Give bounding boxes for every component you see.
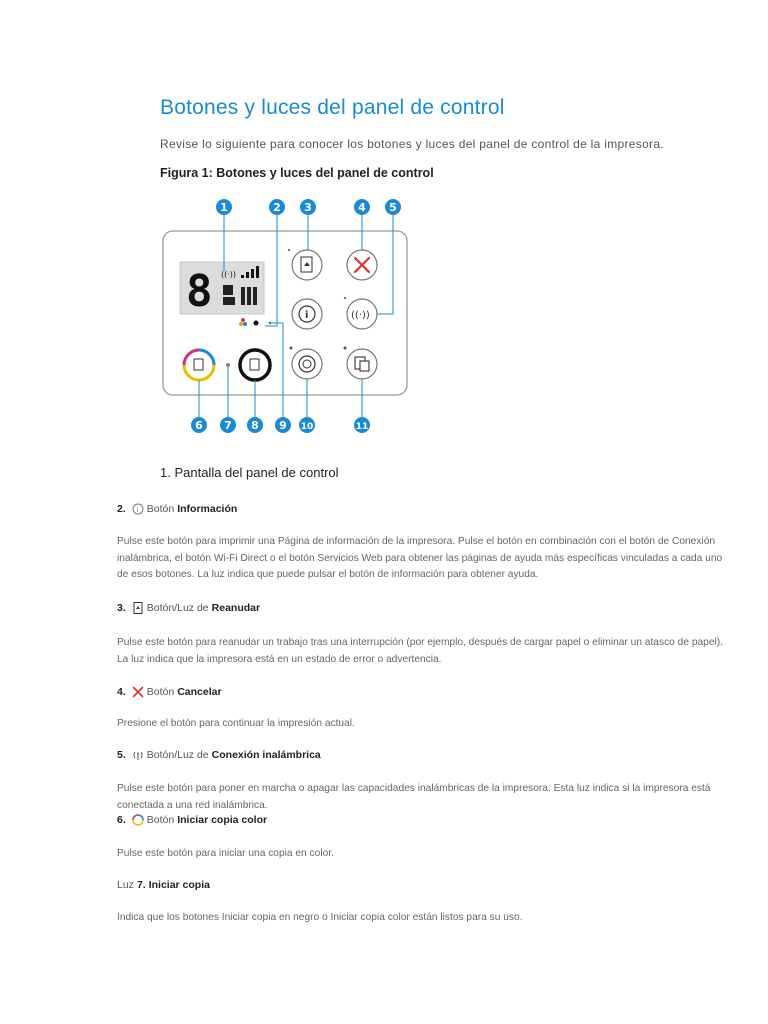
- wifi-direct-button[interactable]: [347, 349, 377, 379]
- svg-text:11: 11: [355, 422, 369, 432]
- resume-button[interactable]: [292, 250, 322, 280]
- intro-text: Revise lo siguiente para conocer los botones y luces del panel de control de la impresora.: [160, 137, 664, 151]
- item-7-text: Indica que los botones Iniciar copia en negro o Iniciar copia color están listos para su uso.: [117, 912, 523, 923]
- svg-text:((·)): ((·)): [351, 310, 370, 321]
- item-1-heading: 1. Pantalla del panel de control: [160, 465, 339, 480]
- item-2-heading: 2. i Botón Información: [117, 503, 238, 515]
- svg-text:1: 1: [220, 201, 228, 214]
- info-icon: [132, 503, 144, 515]
- callout-badge: [354, 417, 370, 433]
- svg-text:9: 9: [279, 419, 287, 432]
- ink-black-indicator: [254, 321, 259, 326]
- cancel-button[interactable]: [347, 250, 377, 280]
- svg-text:10: 10: [300, 422, 314, 432]
- callout-badge: [247, 417, 263, 433]
- svg-text:3: 3: [304, 201, 312, 214]
- item-5-text: Pulse este botón para poner en marcha o apagar las capacidades inalámbricas de la impresora. Esta luz indica si la impresora está conectada a una red inalámbrica.: [117, 783, 711, 811]
- svg-text:i: i: [136, 506, 139, 514]
- info-button[interactable]: [292, 299, 322, 329]
- svg-text:6: 6: [195, 419, 203, 432]
- wireless-button[interactable]: [347, 299, 377, 329]
- color-copy-button[interactable]: [184, 350, 214, 380]
- web-services-button[interactable]: [292, 349, 322, 379]
- item-4-heading: 4. Botón Cancelar: [117, 686, 222, 698]
- svg-text:4: 4: [358, 201, 366, 214]
- svg-text:i: i: [305, 310, 309, 321]
- item-6-text: Pulse este botón para iniciar una copia en color.: [117, 848, 334, 859]
- callout-badge: [191, 417, 207, 433]
- callout-badge: [299, 417, 315, 433]
- item-3-text: Pulse este botón para reanudar un trabajo tras una interrupción (por ejemplo, después de cargar papel o eliminar un atasco de papel). La luz indica que la impresora está en un estado de error o advertencia.: [117, 637, 723, 665]
- item-3-heading: 3. Botón/Luz de Reanudar: [117, 602, 261, 614]
- wireless-icon: [132, 749, 144, 761]
- item-2-text: Pulse este botón para imprimir una Página de información de la impresora. Pulse el botón en combinación con el botón de Conexión inalámbrica, el botón Wi-Fi Direct o el botón Servicios Web para obtener las páginas de ayuda más específicas vinculadas a cada uno de esos botones. La luz indica que puede pulsar el botón de información para obtener ayuda.: [117, 536, 723, 580]
- lcd-display: [180, 262, 264, 317]
- black-copy-button[interactable]: [240, 350, 270, 380]
- item-4-text: Presione el botón para continuar la impresión actual.: [117, 718, 355, 729]
- callout-badge: [354, 199, 370, 215]
- copy-ready-light: [226, 363, 230, 367]
- callout-badge: [216, 199, 232, 215]
- svg-text:2: 2: [273, 201, 281, 214]
- ink-color-indicator: [239, 322, 243, 326]
- item-7-heading: Luz 7. Iniciar copia: [117, 879, 210, 891]
- callout-badge: [269, 199, 285, 215]
- color-copy-icon: [132, 814, 144, 826]
- callout-badge: [300, 199, 316, 215]
- callout-badge: [220, 417, 236, 433]
- figure-caption: Figura 1: Botones y luces del panel de control: [160, 166, 434, 180]
- callout-badge: [275, 417, 291, 433]
- svg-text:((·)): ((·)): [221, 270, 237, 279]
- control-panel-figure: [155, 193, 415, 438]
- svg-text:5: 5: [389, 201, 397, 214]
- svg-text:8: 8: [251, 419, 259, 432]
- callout-badge: [385, 199, 401, 215]
- item-5-heading: 5. Botón/Luz de Conexión inalámbrica: [117, 749, 321, 761]
- resume-icon: [132, 602, 144, 614]
- item-6-heading: 6. Botón Iniciar copia color: [117, 814, 268, 826]
- cancel-icon: [132, 686, 144, 698]
- page-title: Botones y luces del panel de control: [160, 96, 505, 119]
- svg-text:7: 7: [224, 419, 232, 432]
- display-digit: 8: [186, 266, 213, 317]
